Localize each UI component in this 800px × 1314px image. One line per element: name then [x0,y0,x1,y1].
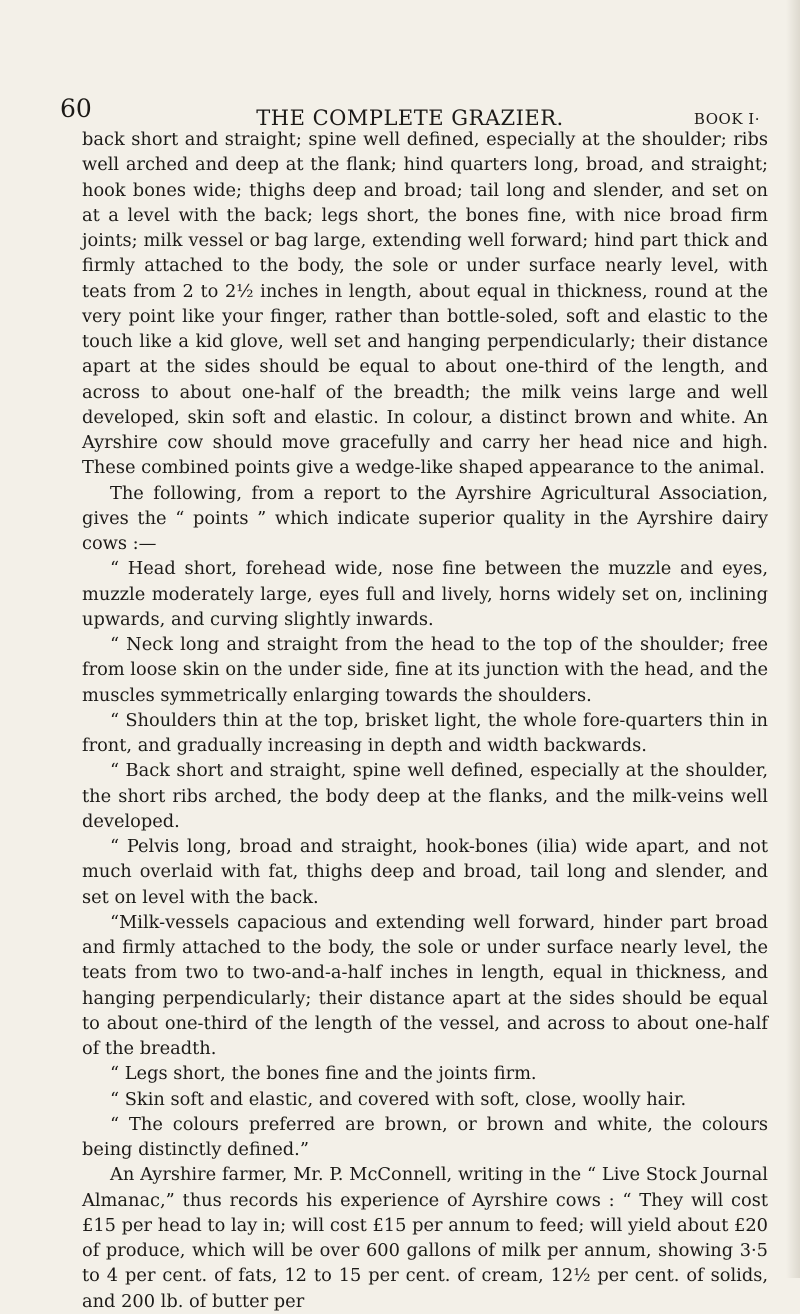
page-header [60,92,760,130]
paragraph: “Milk-vessels capacious and extending well forward, hinder part broad and firmly attached to the body, the sole or under surface nearly level, the teats from two to two-and-a-half inches in length, equal in thickness, and hanging perpendicularly; their distance apart at the sides should be equal to about one-third of the length of the vessel, and across to about one-half of the breadth. [82,911,768,1059]
paragraph: “ Skin soft and elastic, and covered with soft, close, woolly hair. [110,1088,687,1110]
paragraph: “ Head short, forehead wide, nose fine between the muzzle and eyes, muzzle moderately large, eyes full and lively, horns widely set on, inclining upwards, and curving slightly inwards. [82,558,768,630]
paragraph: “ Shoulders thin at the top, brisket light, the whole fore-quarters thin in front, and gradually increasing in depth and width backwards. [82,709,768,756]
paragraph: “ Neck long and straight from the head to the top of the shoulder; free from loose skin on the under side, fine at its junction with the head, and the muscles symmetrically enlarging towards the shoulders. [82,634,768,706]
paragraph: back short and straight; spine well defined, especially at the shoulder; ribs well arched and deep at the flank; hind quarters long, broad, and straight; hook bones wide; thighs deep and broad; tail long and slender, and set on at a level with the back; legs short, the bones fine, with nice broad firm joints; milk vessel or bag large, extending well forward; hind part thick and firmly attached to the body, the sole or under surface nearly level, with teats from 2 to 2½ inches in length, about equal in thickness, round at the very point like your finger, rather than bottle-soled, soft and elastic to the touch like a kid glove, well set and hanging perpendicularly; their distance apart at the sides should be equal to about one-third of the length, and across to about one-half of the breadth; the milk veins large and well developed, skin soft and elastic. In colour, a distinct brown and white. An Ayrshire cow should move gracefully and carry her head nice and high. These combined points give a wedge-like shaped appearance to the animal. [82,129,768,479]
book-label: BOOK I· [693,110,760,128]
paragraph: The following, from a report to the Ayrshire Agricultural Association, gives the “ points ” which indicate superior quality in the Ayrshire dairy cows :— [82,482,768,554]
paragraph: “ The colours preferred are brown, or brown and white, the colours being distinctly defined.” [82,1113,768,1160]
running-head: THE COMPLETE GRAZIER. [256,106,564,130]
paragraph: “ Legs short, the bones fine and the joints firm. [110,1063,537,1085]
page-number: 60 [60,94,92,123]
body-text [82,127,768,1314]
page-edge-shadow [786,0,800,1278]
paragraph: “ Pelvis long, broad and straight, hook-bones (ilia) wide apart, and not much overlaid with fat, thighs deep and broad, tail long and slender, and set on level with the back. [82,836,768,908]
paragraph: An Ayrshire farmer, Mr. P. McConnell, writing in the “ Live Stock Journal Almanac,” thus records his experience of Ayrshire cows : “ They will cost £15 per head to lay in; will cost £15 per annum to feed; will yield about £20 of produce, which will be over 600 gallons of milk per annum, showing 3·5 to 4 per cent. of fats, 12 to 15 per cent. of cream, 12½ per cent. of solids, and 200 lb. of butter per [82,1164,768,1312]
paragraph: “ Back short and straight, spine well defined, especially at the shoulder, the short ribs arched, the body deep at the flanks, and the milk-veins well developed. [82,760,768,832]
